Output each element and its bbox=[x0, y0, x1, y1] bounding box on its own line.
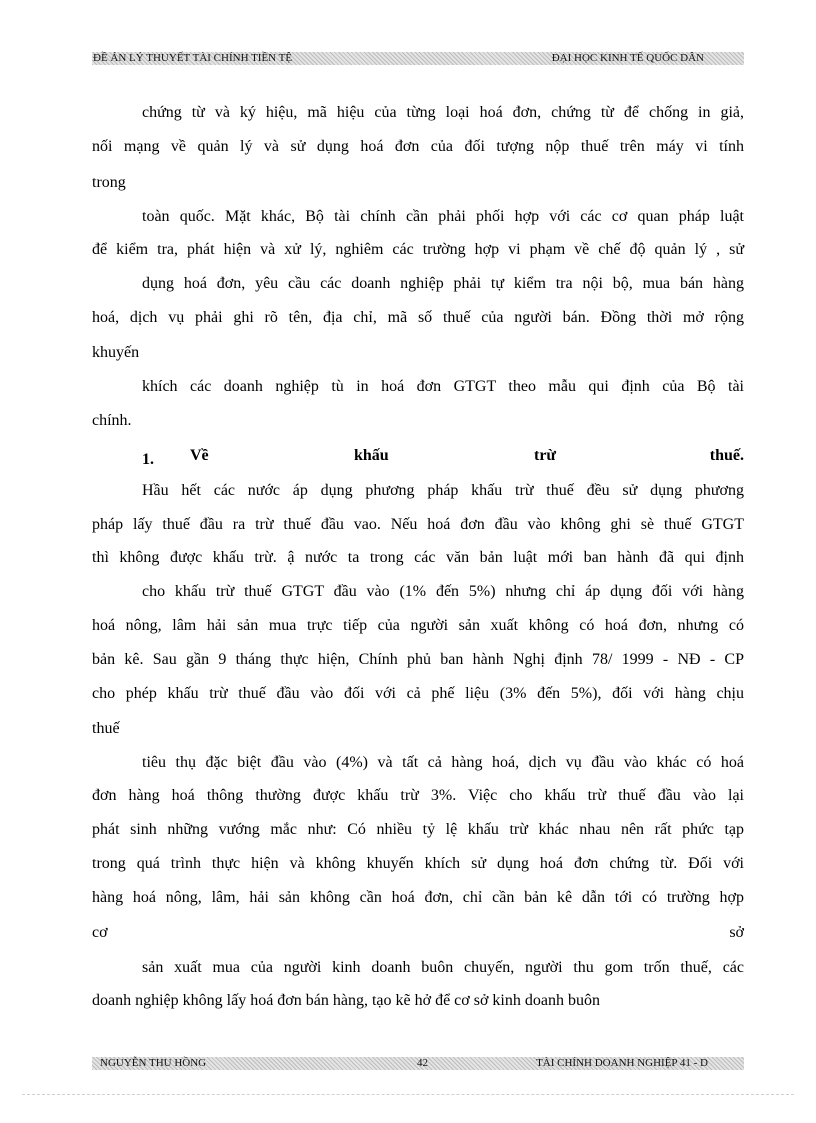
body-line: thuế bbox=[92, 720, 120, 737]
body-line: trong bbox=[92, 174, 126, 191]
section-title-word: khấu bbox=[354, 447, 389, 464]
body-line: toàn quốc. Mặt khác, Bộ tài chính cần phải phối hợp với các cơ quan pháp luật bbox=[142, 208, 744, 225]
section-title-word: thuế. bbox=[709, 447, 744, 464]
page-number: 42 bbox=[417, 1057, 428, 1069]
body-line: chứng từ và ký hiệu, mã hiệu của từng loại hoá đơn, chứng từ để chống in giả, bbox=[142, 104, 744, 121]
body-line: trong quá trình thực hiện và không khuyến khích sử dụng hoá đơn chứng từ. Đối với bbox=[92, 855, 744, 872]
body-line: khích các doanh nghiệp tù in hoá đơn GTGT theo mẫu qui định của Bộ tài bbox=[142, 378, 744, 395]
header-right-text: ĐẠI HỌC KINH TẾ QUỐC DÂN bbox=[551, 52, 704, 64]
body-line: dụng hoá đơn, yêu cầu các doanh nghiệp phải tự kiểm tra nội bộ, mua bán hàng bbox=[142, 275, 744, 292]
body-line: hoá nông, lâm hải sản mua trực tiếp của người sản xuất không có hoá đơn, nhưng có bbox=[92, 617, 744, 634]
page-footer bbox=[92, 1057, 744, 1070]
body-line: tiêu thụ đặc biệt đầu vào (4%) và tất cả hàng hoá, dịch vụ đầu vào khác có hoá bbox=[142, 754, 744, 771]
body-line: thì không được khấu trừ. ậ nước ta trong các văn bản luật mới ban hành đã qui định bbox=[92, 549, 744, 566]
body-line: đơn hàng hoá thông thường được khấu trừ 3%. Việc cho khấu trừ thuế đầu vào lại bbox=[92, 787, 744, 804]
footer-class: TÀI CHÍNH DOANH NGHIỆP 41 - D bbox=[536, 1057, 708, 1069]
body-line: phát sinh những vướng mắc như: Có nhiều tỷ lệ khấu trừ khác nhau nên rất phức tạp bbox=[92, 821, 744, 838]
page-header bbox=[92, 52, 744, 65]
body-line: cho khấu trừ thuế GTGT đầu vào (1% đến 5%) nhưng chỉ áp dụng đối với hàng bbox=[142, 583, 744, 600]
body-line: để kiểm tra, phát hiện và xử lý, nghiêm các trường hợp vi phạm về chế độ quản lý , sử bbox=[92, 241, 744, 258]
body-line: doanh nghiệp không lấy hoá đơn bán hàng, tạo kẽ hở để cơ sở kinh doanh buôn bbox=[92, 992, 600, 1009]
body-line: chính. bbox=[92, 412, 132, 429]
header-left-text: ĐỀ ÁN LÝ THUYẾT TÀI CHÍNH TIỀN TỆ bbox=[93, 52, 293, 64]
body-line: cho phép khấu trừ thuế đầu vào đối với cả phế liệu (3% đến 5%), đối với hàng chịu bbox=[92, 685, 744, 702]
footer-author: NGUYỄN THU HỒNG bbox=[100, 1057, 207, 1069]
body-line: sản xuất mua của người kinh doanh buôn chuyến, người thu gom trốn thuế, các bbox=[142, 959, 744, 976]
section-title-word: trừ bbox=[534, 447, 557, 464]
body-line: bản kê. Sau gần 9 tháng thực hiện, Chính phủ ban hành Nghị định 78/ 1999 - NĐ - CP bbox=[92, 651, 744, 668]
section-title-word: Về bbox=[190, 447, 209, 464]
body-line: hàng hoá nông, lâm, hải sản không cần hoá đơn, chỉ cần bản kê dẫn tới có trường hợp bbox=[92, 889, 744, 906]
body-line: Hầu hết các nước áp dụng phương pháp khấu trừ thuế đều sử dụng phương bbox=[142, 482, 744, 499]
body-line: khuyến bbox=[92, 344, 140, 361]
section-heading bbox=[142, 447, 744, 469]
page-edge-divider bbox=[22, 1094, 794, 1095]
body-line: nối mạng về quản lý và sử dụng hoá đơn của đối tượng nộp thuế trên máy vi tính bbox=[92, 138, 744, 155]
body-word: sở bbox=[729, 924, 744, 941]
body-line: hoá, dịch vụ phải ghi rõ tên, địa chỉ, mã số thuế của người bán. Đồng thời mở rộng bbox=[92, 309, 744, 326]
section-number: 1. bbox=[142, 451, 154, 468]
body-line: pháp lấy thuế đầu ra trừ thuế đầu vao. Nếu hoá đơn đầu vào không ghi sè thuế GTGT bbox=[92, 516, 744, 533]
body-word: cơ bbox=[92, 924, 108, 941]
